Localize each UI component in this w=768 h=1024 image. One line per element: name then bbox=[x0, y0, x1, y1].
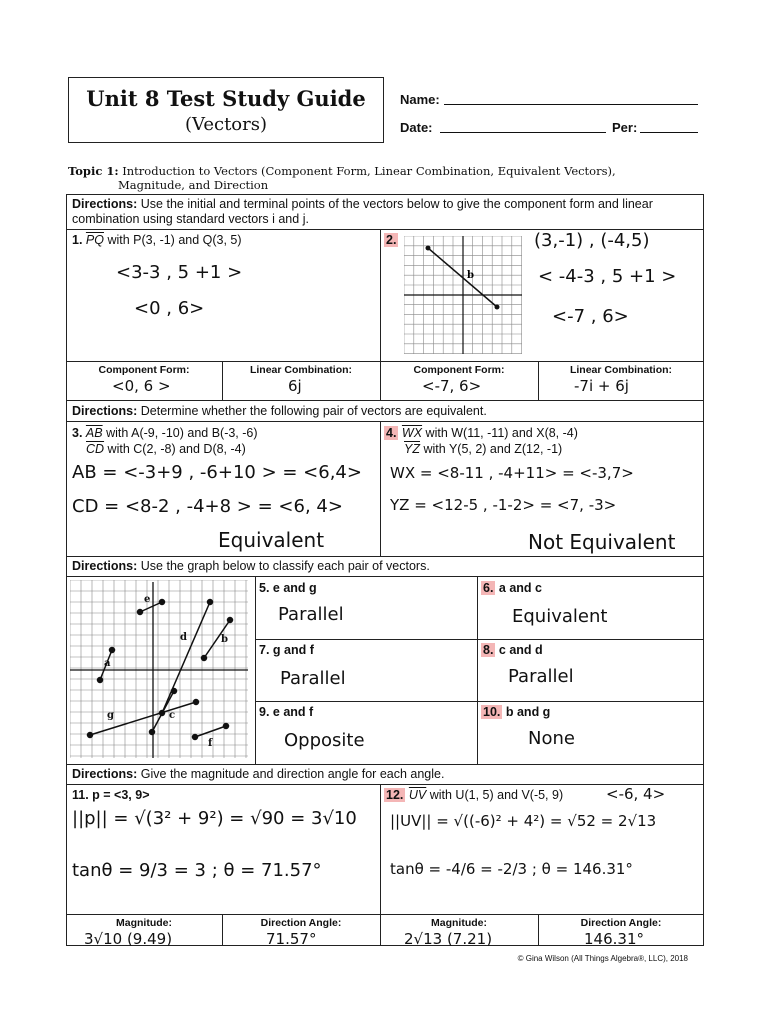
q1-linear-answer: 6j bbox=[288, 377, 302, 395]
q12-component: <-6, 4> bbox=[606, 785, 666, 803]
directions-text: Use the initial and terminal points of the vectors below to give the component form and linear combination using standard vectors i and j. bbox=[72, 197, 653, 226]
direction-angle-label: Direction Angle: bbox=[260, 917, 342, 929]
title-box bbox=[68, 77, 384, 143]
divider bbox=[66, 556, 704, 557]
vector-name: $\overline{YZ}$ bbox=[404, 442, 420, 456]
question-text: e and g bbox=[272, 581, 317, 595]
vector-d-label: d bbox=[180, 632, 187, 643]
q12-magnitude-answer: 2√13 (7.21) bbox=[404, 930, 493, 948]
direction-angle-label: Direction Angle: bbox=[580, 917, 662, 929]
vector-b-label: b bbox=[221, 634, 228, 645]
vector-g-label: g bbox=[107, 710, 114, 721]
question-number: 11. bbox=[72, 788, 89, 802]
q12-work-line1: ||UV|| = √((-6)² + 4²) = √52 = 2√13 bbox=[390, 812, 657, 830]
divider bbox=[255, 639, 704, 640]
question-9 bbox=[259, 704, 313, 720]
question-5 bbox=[259, 580, 317, 596]
vector-f-label: f bbox=[208, 738, 213, 749]
question-8 bbox=[481, 642, 543, 658]
component-form-label: Component Form: bbox=[98, 364, 190, 376]
vector-e-label: e bbox=[144, 594, 151, 605]
section2-directions bbox=[72, 404, 487, 419]
date-field[interactable] bbox=[440, 132, 606, 133]
directions-label: Directions: bbox=[72, 404, 138, 418]
q2-work-line3: <-7 , 6> bbox=[552, 306, 629, 327]
linear-combination-label: Linear Combination: bbox=[249, 364, 353, 376]
q4-answer: Not Equivalent bbox=[528, 530, 676, 554]
q6-answer: Equivalent bbox=[512, 606, 608, 627]
vector-name: $\overline{WX}$ bbox=[401, 426, 423, 440]
q2-work-line2: < -4-3 , 5 +1 > bbox=[538, 266, 677, 287]
divider bbox=[255, 576, 256, 765]
vector-d-endpoint bbox=[208, 600, 213, 605]
directions-text: Determine whether the following pair of vectors are equivalent. bbox=[140, 404, 487, 418]
question-number: 8. bbox=[483, 643, 494, 657]
vectors-classification-graph bbox=[70, 580, 250, 760]
q4-work-line2: YZ = <12-5 , -1-2> = <7, -3> bbox=[390, 496, 617, 514]
vector-b-endpoint bbox=[495, 305, 500, 310]
question-text: e and f bbox=[272, 705, 314, 719]
question-11 bbox=[72, 787, 150, 803]
component-form-label: Component Form: bbox=[413, 364, 505, 376]
vector-c-label: c bbox=[169, 710, 176, 721]
question-4-line2 bbox=[404, 441, 562, 457]
question-3-line2 bbox=[86, 441, 246, 457]
divider bbox=[66, 361, 704, 362]
vector-f bbox=[195, 726, 226, 737]
vector-b-endpoint bbox=[228, 618, 233, 623]
question-text: with A(-9, -10) and B(-3, -6) bbox=[106, 426, 258, 440]
q2-component-answer: <-7, 6> bbox=[422, 377, 482, 395]
directions-label: Directions: bbox=[72, 559, 138, 573]
question-number: 1. bbox=[72, 233, 83, 247]
divider bbox=[477, 576, 478, 765]
directions-label: Directions: bbox=[72, 767, 138, 781]
divider bbox=[66, 421, 704, 422]
question-text: g and f bbox=[272, 643, 314, 657]
q3-answer: Equivalent bbox=[218, 528, 325, 552]
divider bbox=[255, 701, 704, 702]
question-number: 9. bbox=[259, 705, 270, 719]
divider bbox=[66, 764, 704, 765]
linear-combination-label: Linear Combination: bbox=[569, 364, 673, 376]
divider bbox=[66, 576, 704, 577]
vector-b-endpoint bbox=[202, 656, 207, 661]
question-number: 6. bbox=[483, 581, 494, 595]
magnitude-label: Magnitude: bbox=[116, 917, 172, 929]
section4-directions bbox=[72, 767, 444, 782]
vector-name: $\overline{AB}$ bbox=[85, 426, 103, 440]
divider bbox=[380, 421, 381, 557]
question-text: with P(3, -1) and Q(3, 5) bbox=[107, 233, 242, 247]
vector-g-endpoint bbox=[88, 733, 93, 738]
q11-work-line2: tanθ = 9/3 = 3 ; θ = 71.57° bbox=[72, 860, 322, 881]
question-6 bbox=[481, 580, 542, 596]
directions-label: Directions: bbox=[72, 197, 138, 211]
section1-directions bbox=[72, 197, 700, 227]
divider bbox=[66, 400, 704, 401]
q8-answer: Parallel bbox=[508, 666, 574, 687]
vector-name: $\overline{UV}$ bbox=[408, 788, 427, 802]
vector-f-endpoint bbox=[224, 724, 229, 729]
q11-angle-answer: 71.57° bbox=[266, 930, 317, 948]
question-text: b and g bbox=[505, 705, 551, 719]
topic-heading bbox=[68, 164, 708, 192]
q2-grid-graph bbox=[404, 236, 522, 354]
question-1 bbox=[72, 232, 242, 248]
copyright: © Gina Wilson (All Things Algebra®, LLC), 2018 bbox=[517, 954, 688, 963]
q3-work-line2: CD = <8-2 , -4+8 > = <6, 4> bbox=[72, 496, 343, 517]
name-field[interactable] bbox=[444, 104, 698, 105]
q2-linear-answer: -7i + 6j bbox=[574, 377, 629, 395]
q1-component-answer: <0, 6 > bbox=[112, 377, 171, 395]
q12-work-line2: tanθ = -4/6 = -2/3 ; θ = 146.31° bbox=[390, 860, 633, 878]
vector-c-endpoint bbox=[150, 730, 155, 735]
question-number: 4. bbox=[386, 426, 397, 440]
q9-answer: Opposite bbox=[284, 730, 365, 751]
vector-e-endpoint bbox=[160, 600, 165, 605]
directions-text: Give the magnitude and direction angle for each angle. bbox=[140, 767, 445, 781]
question-text: with Y(5, 2) and Z(12, -1) bbox=[423, 442, 563, 456]
q7-answer: Parallel bbox=[280, 668, 346, 689]
question-number: 2. bbox=[386, 233, 397, 247]
vector-name: $\overline{CD}$ bbox=[86, 442, 105, 456]
question-text: p = <3, 9> bbox=[92, 788, 150, 802]
question-number: 10. bbox=[483, 705, 501, 719]
page-subtitle: (Vectors) bbox=[184, 114, 268, 135]
q11-work-line1: ||p|| = √(3² + 9²) = √90 = 3√10 bbox=[72, 808, 357, 829]
q10-answer: None bbox=[528, 728, 575, 749]
page-title: Unit 8 Test Study Guide bbox=[86, 86, 366, 111]
directions-text: Use the graph below to classify each pair of vectors. bbox=[140, 559, 430, 573]
section3-directions bbox=[72, 559, 430, 574]
vector-e-endpoint bbox=[138, 610, 143, 615]
question-text: with U(1, 5) and V(-5, 9) bbox=[429, 788, 564, 802]
question-text: a and c bbox=[498, 581, 542, 595]
topic-line2: Magnitude, and Direction bbox=[118, 178, 269, 192]
question-7 bbox=[259, 642, 314, 658]
q4-work-line1: WX = <8-11 , -4+11> = <-3,7> bbox=[390, 464, 634, 482]
q2-work-line1: (3,-1) , (-4,5) bbox=[534, 230, 650, 251]
vector-g-endpoint bbox=[194, 700, 199, 705]
question-3 bbox=[72, 425, 258, 441]
question-number: 12. bbox=[386, 788, 404, 802]
topic-line1: Introduction to Vectors (Component Form, Linear Combination, Equivalent Vectors), bbox=[122, 164, 616, 178]
period-field[interactable] bbox=[640, 132, 698, 133]
question-4 bbox=[384, 425, 578, 441]
q3-work-line1: AB = <-3+9 , -6+10 > = <6,4> bbox=[72, 462, 362, 483]
question-text: c and d bbox=[498, 643, 543, 657]
per-label: Per: bbox=[612, 120, 638, 135]
divider bbox=[66, 914, 704, 915]
vector-a-endpoint bbox=[110, 648, 115, 653]
q1-work-line1: <3-3 , 5 +1 > bbox=[116, 262, 243, 283]
name-label: Name: bbox=[400, 92, 440, 107]
question-number: 7. bbox=[259, 643, 270, 657]
vector-b-endpoint bbox=[426, 246, 431, 251]
vector-name: $\overline{PQ}$ bbox=[85, 233, 104, 247]
vector-b-label: b bbox=[467, 270, 474, 281]
q12-angle-answer: 146.31° bbox=[584, 930, 644, 948]
q1-work-line2: <0 , 6> bbox=[134, 298, 205, 319]
question-text: with C(2, -8) and D(8, -4) bbox=[107, 442, 246, 456]
question-text: with W(11, -11) and X(8, -4) bbox=[425, 426, 578, 440]
date-label: Date: bbox=[400, 120, 433, 135]
question-2 bbox=[384, 232, 398, 248]
question-12 bbox=[384, 787, 563, 803]
vector-a-label: a bbox=[104, 658, 111, 669]
question-number: 3. bbox=[72, 426, 83, 440]
q11-magnitude-answer: 3√10 (9.49) bbox=[84, 930, 173, 948]
topic-label: Topic 1: bbox=[68, 164, 119, 178]
vector-a-endpoint bbox=[98, 678, 103, 683]
question-10 bbox=[481, 704, 550, 720]
vector-f-endpoint bbox=[193, 735, 198, 740]
magnitude-label: Magnitude: bbox=[431, 917, 487, 929]
q5-answer: Parallel bbox=[278, 604, 344, 625]
question-number: 5. bbox=[259, 581, 270, 595]
